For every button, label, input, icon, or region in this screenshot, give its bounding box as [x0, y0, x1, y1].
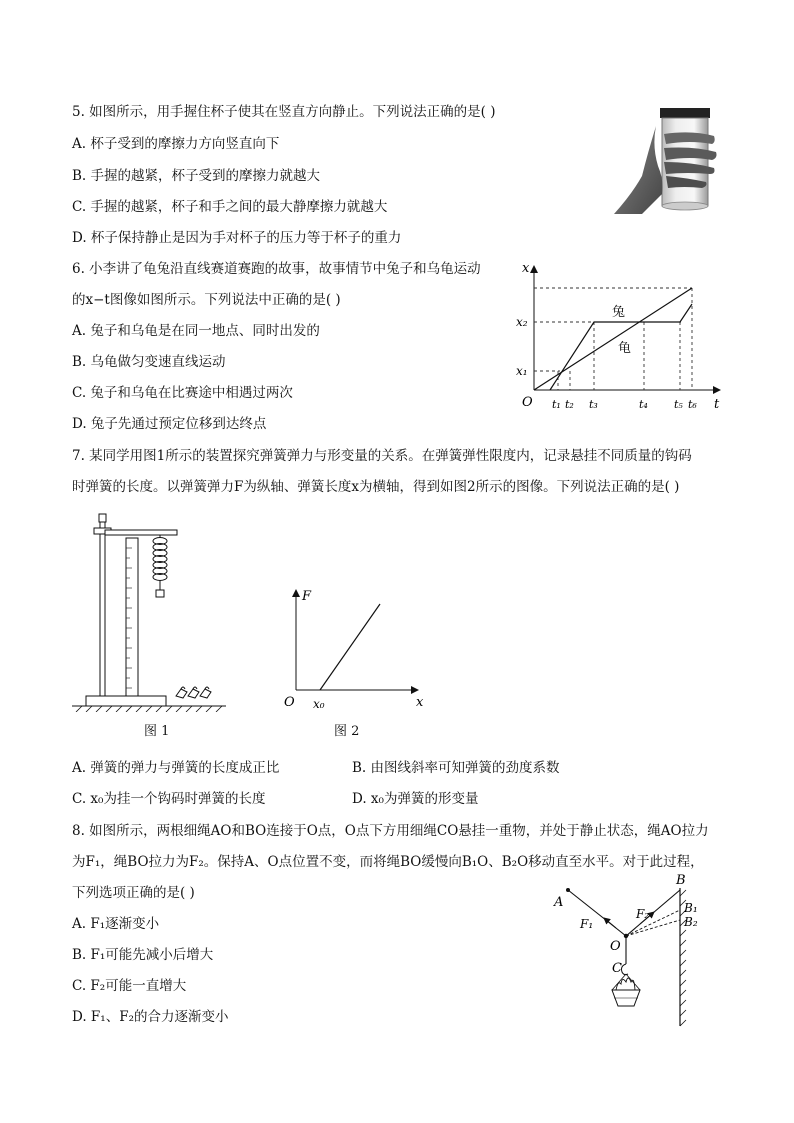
q5-option-c: C. 手握的越紧，杯子和手之间的最大静摩擦力就越大 [72, 199, 388, 215]
q8-option-b: B. F₁可能先减小后增大 [72, 947, 214, 963]
label-f2: F₂ [636, 907, 650, 921]
q5-option-a: A. 杯子受到的摩擦力方向竖直向下 [72, 136, 280, 152]
q6-stem-line2: 的x−t图像如图所示。下列说法中正确的是( ) [72, 292, 341, 308]
q6-stem-line1: 6. 小李讲了龟兔沿直线赛道赛跑的故事，故事情节中兔子和乌龟运动 [72, 261, 481, 277]
t4-tick: t₄ [639, 398, 648, 411]
rope-diagram [550, 874, 710, 1030]
q7-stem-line2: 时弹簧的长度。以弹簧弹力F为纵轴、弹簧长度x为横轴，得到如图2所示的图像。下列说法正确的是( ) [72, 479, 680, 495]
q6-option-d: D. 兔子先通过预定位移到达终点 [72, 416, 267, 432]
label-b: B [676, 874, 686, 888]
xt-graph [512, 258, 734, 418]
q8-stem-line1: 8. 如图所示，两根细绳AO和BO连接于O点，O点下方用细绳CO悬挂一重物，并处于静止状态，绳AO拉力 [72, 823, 709, 839]
origin-label-2: O [284, 695, 295, 710]
label-o: O [610, 939, 621, 954]
label-b2: B₂ [684, 915, 698, 929]
q7-stem-line1: 7. 某同学用图1所示的装置探究弹簧弹力与形变量的关系。在弹簧弹性限度内，记录悬挂不同质量的钩码 [72, 448, 692, 464]
q7-option-d: D. x₀为弹簧的形变量 [352, 791, 479, 807]
x2-tick: x₂ [516, 315, 528, 329]
q7-option-b: B. 由图线斜率可知弹簧的劲度系数 [352, 760, 560, 776]
label-f1: F₁ [580, 917, 594, 931]
label-c: C [612, 961, 622, 976]
label-b1: B₁ [684, 901, 698, 915]
x1-tick: x₁ [516, 364, 528, 378]
spring-apparatus [70, 508, 230, 712]
x0-label: x₀ [313, 697, 325, 710]
f-x-line [320, 604, 380, 690]
t1-tick: t₁ [552, 398, 561, 411]
q6-option-a: A. 兔子和乌龟是在同一地点、同时出发的 [72, 323, 320, 339]
tortoise-line [534, 288, 692, 390]
q8-option-c: C. F₂可能一直增大 [72, 978, 187, 994]
q6-option-c: C. 兔子和乌龟在比赛途中相遇过两次 [72, 385, 293, 401]
t6-tick: t₆ [688, 398, 697, 411]
origin-label: O [522, 395, 533, 410]
x-axis-label: x [522, 261, 530, 276]
q8-stem-line3: 下列选项正确的是( ) [72, 885, 195, 901]
fig2-caption: 图 2 [334, 724, 360, 739]
fig1-caption: 图 1 [144, 724, 170, 739]
q7-option-c: C. x₀为挂一个钩码时弹簧的长度 [72, 791, 266, 807]
tortoise-label: 龟 [618, 341, 632, 356]
q5-option-b: B. 手握的越紧，杯子受到的摩擦力就越大 [72, 168, 321, 184]
q8-option-d: D. F₁、F₂的合力逐渐变小 [72, 1009, 229, 1025]
rabbit-label: 兔 [612, 305, 626, 320]
t-axis-label: t [714, 397, 720, 412]
t5-tick: t₅ [674, 398, 683, 411]
t3-tick: t₃ [589, 398, 598, 411]
f-axis-label: F [302, 589, 312, 604]
fx-graph [280, 582, 430, 710]
label-a: A [554, 895, 564, 910]
rope-ao [568, 890, 626, 936]
q7-option-a: A. 弹簧的弹力与弹簧的长度成正比 [72, 760, 280, 776]
q5-option-d: D. 杯子保持静止是因为手对杯子的压力等于杯子的重力 [72, 230, 402, 246]
q8-stem-line2: 为F₁，绳BO拉力为F₂。保持A、O点位置不变，而将绳BO缓慢向B₁O、B₂O移动直至水平。对于此过程， [72, 854, 704, 870]
length-axis-label: x [416, 695, 424, 710]
q8-option-a: A. F₁逐渐变小 [72, 916, 160, 932]
q6-option-b: B. 乌龟做匀变速直线运动 [72, 354, 226, 370]
t2-tick: t₂ [565, 398, 574, 411]
q5-stem: 5. 如图所示，用手握住杯子使其在竖直方向静止。下列说法正确的是( ) [72, 104, 496, 120]
cup-photo [612, 106, 724, 214]
